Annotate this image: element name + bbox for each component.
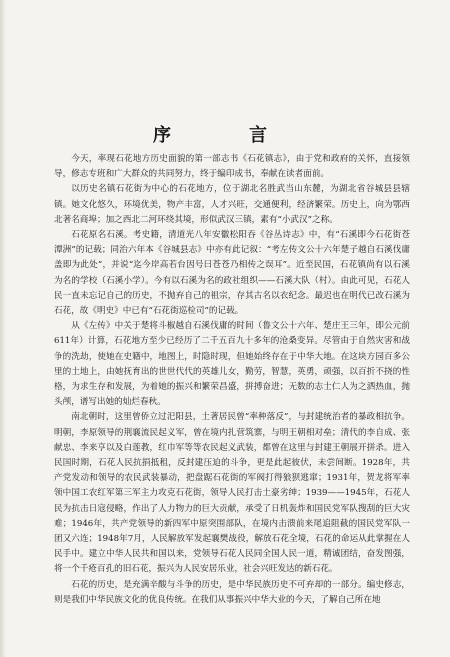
paragraph: 石花的历史，是充满辛酸与斗争的历史，是中华民族历史不可弃却的一部分。编史修志，则是我们中华民族文化的优良传统。在我们从事振兴中华大业的今天，了解自己所在地 xyxy=(54,579,410,605)
paragraph: 今天，率现石花地方历史面貌的第一部志书《石花镇志》，由于党和政府的关怀，直接领导，修志专班和广大群众的共同努力，终于编印成书，奉献在读者面前。 xyxy=(54,154,410,180)
document-body xyxy=(54,152,410,608)
page-edge-shadow xyxy=(0,0,6,657)
paragraph: 以历史名镇石花街为中心的石花地方，位于湖北名胜武当山东麓，为湖北省谷城县县辖镇。她文化悠久，环境优美，物产丰富，人才兴旺，交通便利，经济繁荣。历史上，向为鄂西北著名商埠；加之西北二河环绕其境，形似武汉三镇，素有“小武汉”之称。 xyxy=(54,184,410,225)
paragraph: 南北朝时，这里曾侨立过汜阳县，土著居民曾“率种落反”，与封建统治者的暴政相抗争。明朝，李原领导的荆襄流民起义军，曾在境内扎营筑寨，与明王朝相对垒；清代的李自成、张献忠、李来亨以及白莲教，红巾军等等农民起义武装，都曾在这里与封建王朝展开拼杀。进入民国时期，石花人民抗捐抵租，反封建压迫的斗争，更是此起彼伏，未尝间断。1928年，共产党发动和领导的农民武装暴动，把盘踞石花街的军阀打得狼狈逃窜；1931年，贺龙将军率领中国工农红军第三军主力攻克石花街，领导人民打击土豪劣绅；1939——1945年，石花人民为抗击日寇侵略，作出了人力物力的巨大贡献，承受了日机轰炸和国民党军队搜刮的巨大灾难；1946年，共产党领导的新四军中原突围部队，在境内击溃前来尾追阻截的国民党军队一团又六连；1948年7月，人民解放军发起襄樊战役，解放石花全境，石花的命运从此掌握在人民手中。建立中华人民共和国以来，党领导石花人民同全国人民一道，精诚团结，奋发图强，将一个千疮百孔的旧石花，振兴为人民安居乐业，社会兴旺发达的新石花。 xyxy=(54,412,410,575)
page-title: 序 言 xyxy=(153,125,297,146)
paragraph: 石花原名石溪。考史籍，清道光八年安徽松阳吞《谷丛诗志》中，有“石溪即今石花街苍潭洲”的记载；同治六年本《谷城县志》中亦有此记叙：“考左传文公十六年楚子越自石溪伐庸盖即为此处”，并说“迄今岸高若台因号曰苍苍乃相传之误耳”。近至民国，石花镇尚有以石溪为名的学校（石溪小学）。今有以石溪为名的政社组织——石溪大队（村）。由此可见，石花人民一直未忘记自己的历史，不抛弃自己的祖宗，存其古名以衣纪念。最迟也在明代已改石溪为石花，故《明史》中已有“石花街巡检司”的记载。 xyxy=(54,230,410,317)
paragraph: 从《左传》中关于楚将斗椒越自石溪伐庸的时间（鲁文公十六年、楚庄王三年，即公元前611年）计算，石花地方至少已经历了二千五百九十多年的沧桑变异。尽管由于自然灾害和战争的洗劫，使她在史籍中，地图上，时隐时现，但她始终存在于中华大地。在这块方园百多公里的土地上，由她抚育出的世世代代的英雄儿女，勤劳，智慧，英勇，顽强，以百折不挠的性格，为求生存和发展，为着她的振兴和繁荣昌盛，拼搏奋进；无数的志士仁人为之洒热血，抛头颅，谱写出她的灿烂春秋。 xyxy=(54,321,410,408)
